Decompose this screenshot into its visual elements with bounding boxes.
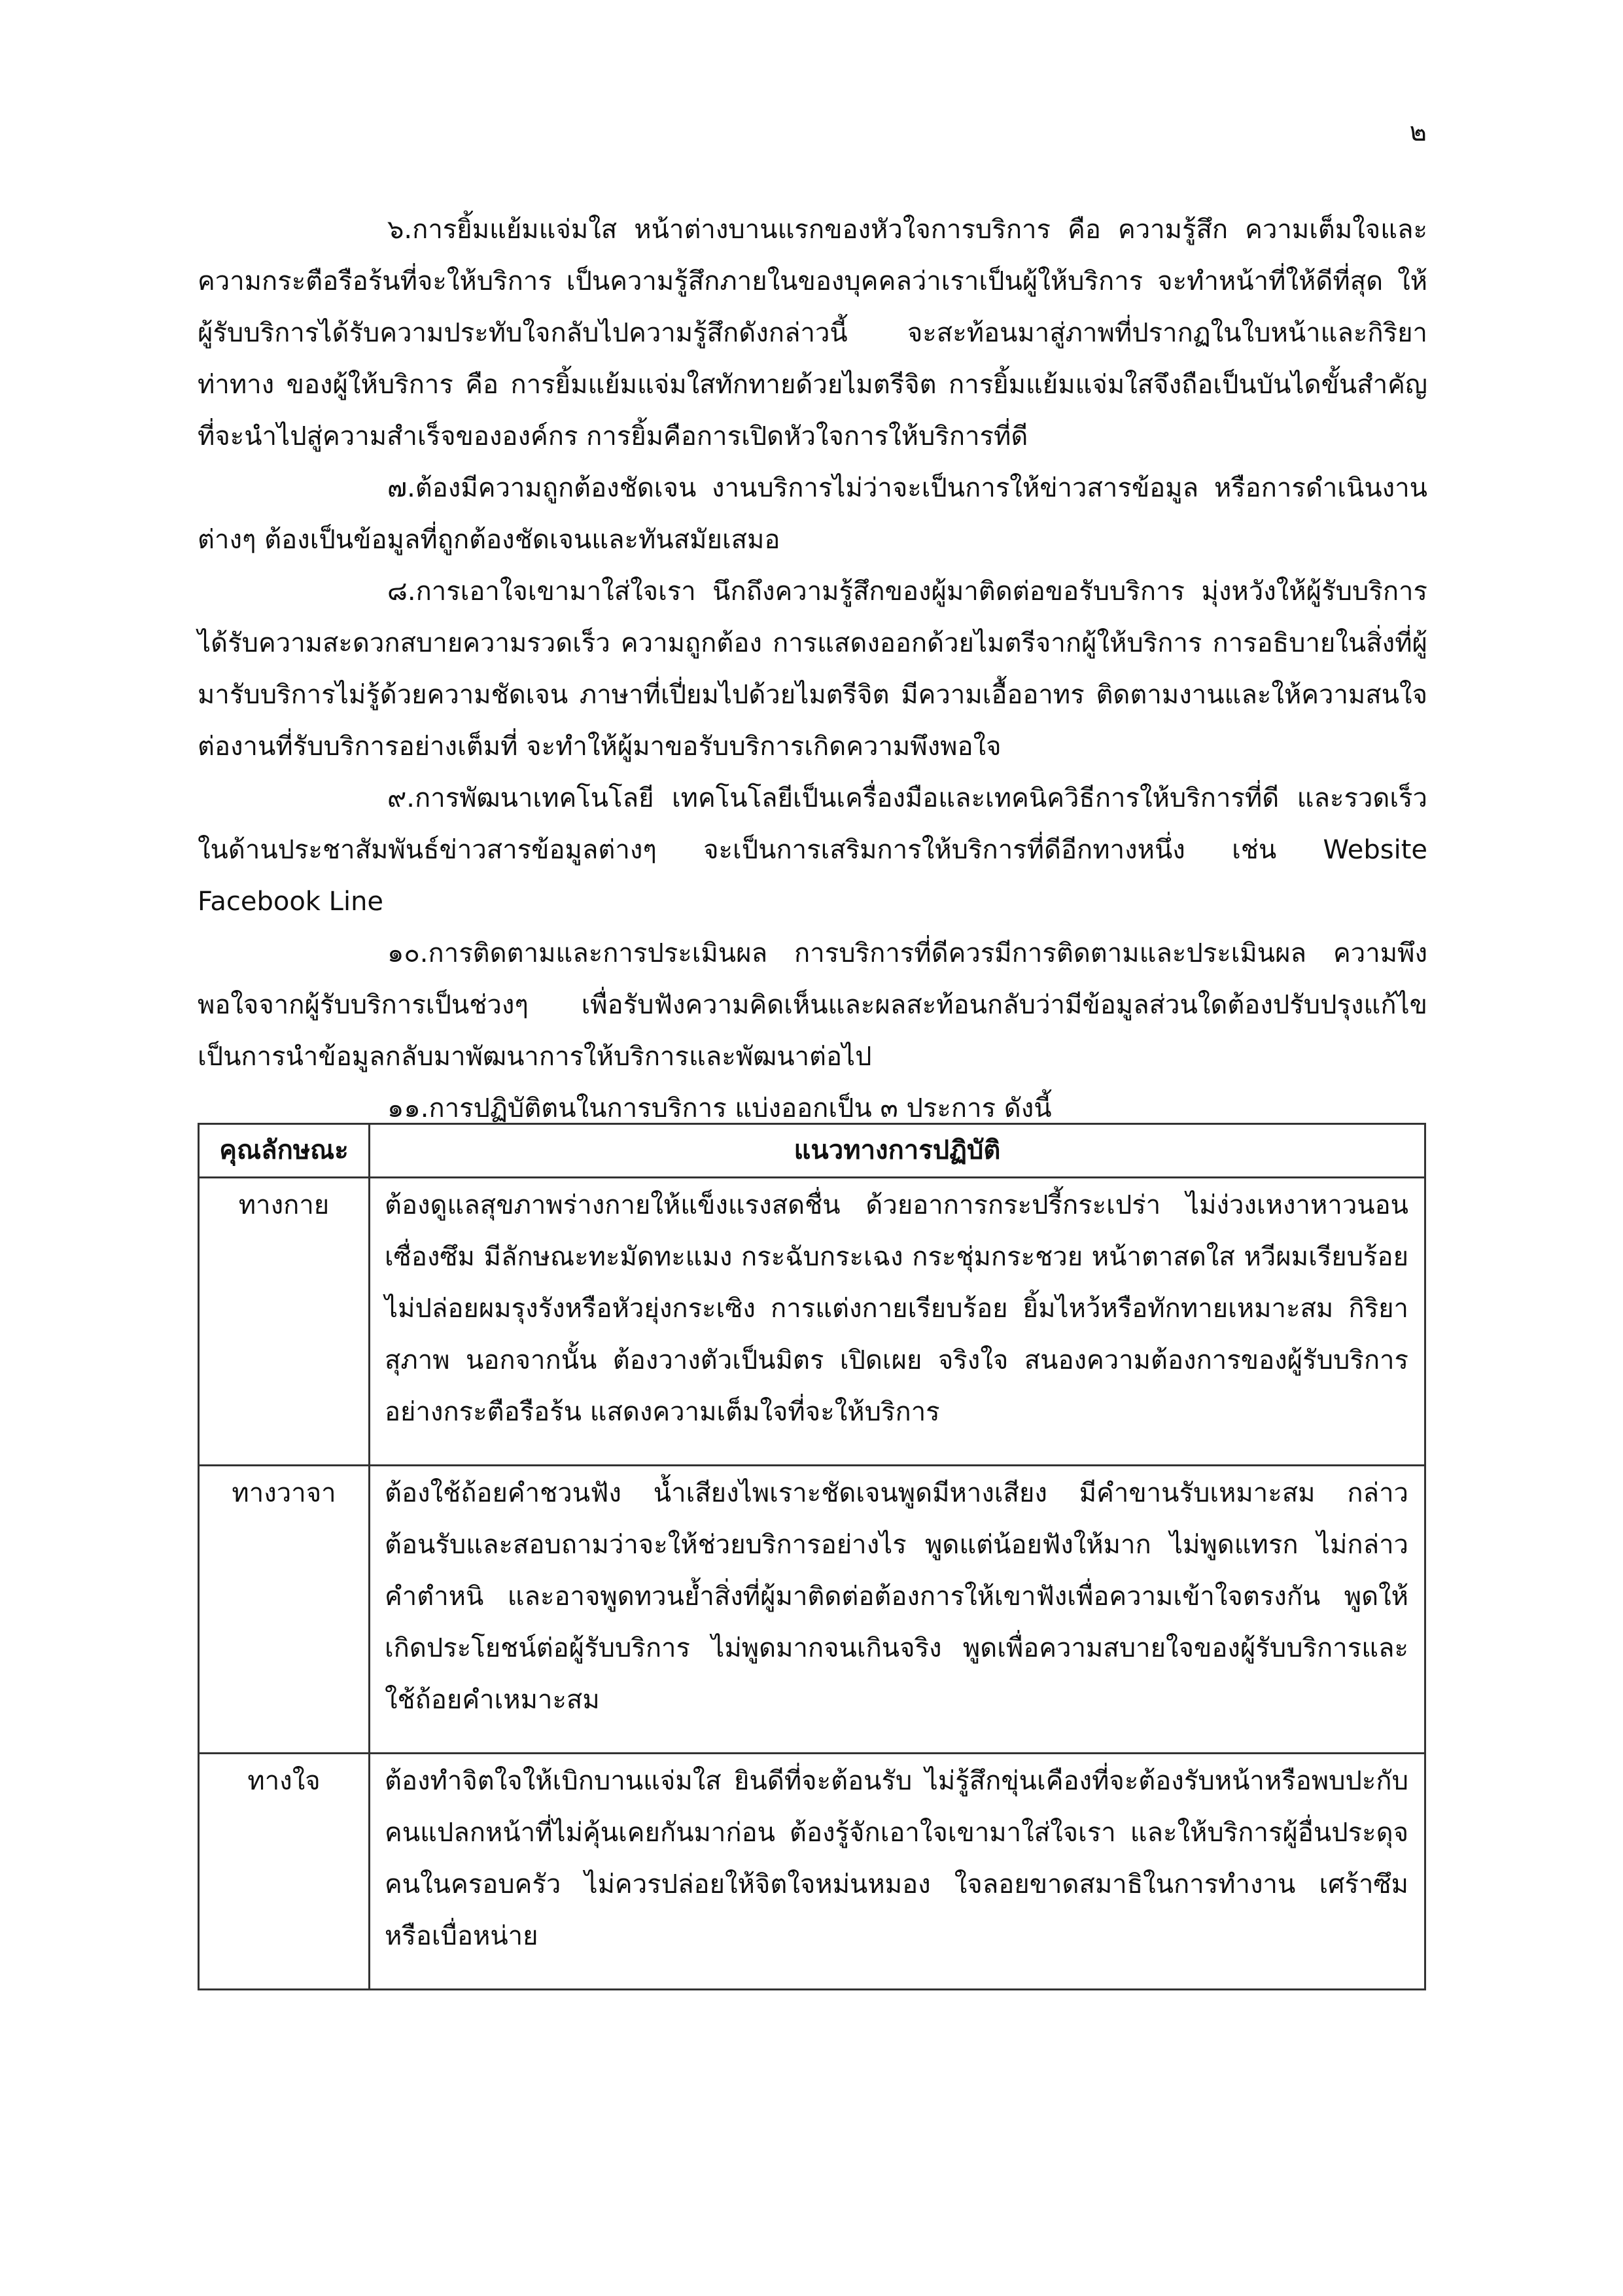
table-cell-guideline: ต้องใช้ถ้อยคำชวนฟัง น้ำเสียงไพเราะชัดเจนพูดมีหางเสียง มีคำขานรับเหมาะสม กล่าวต้อนรับและสอบถามว่าจะให้ช่วยบริการอย่างไร พูดแต่น้อยฟังให้มาก ไม่พูดแทรก ไม่กล่าวคำตำหนิ และอาจพูดทวนย้ำสิ่งที่ผู้มาติดต่อต้องการให้เขาฟังเพื่อความเข้าใจตรงกัน พูดให้เกิดประโยชน์ต่อผู้รับบริการ ไม่พูดมากจนเกินจริง พูดเพื่อความสบายใจของผู้รับบริการและใช้ถ้อยคำเหมาะสม bbox=[370, 1466, 1425, 1754]
table-header-trait: คุณลักษณะ bbox=[199, 1124, 370, 1178]
table-header-row bbox=[199, 1124, 1425, 1178]
table-cell-guideline: ต้องดูแลสุขภาพร่างกายให้แข็งแรงสดชื่น ด้วยอาการกระปรี้กระเปร่า ไม่ง่วงเหงาหาวนอน เซื่องซึม มีลักษณะทะมัดทะแมง กระฉับกระเฉง กระชุ่มกระชวย หน้าตาสดใส หวีผมเรียบร้อย ไม่ปล่อยผมรุงรังหรือหัวยุ่งกระเซิง การแต่งกายเรียบร้อย ยิ้มไหว้หรือทักทายเหมาะสม กิริยาสุภาพ นอกจากนั้น ต้องวางตัวเป็นมิตร เปิดเผย จริงใจ สนองความต้องการของผู้รับบริการอย่างกระตือรือร้น แสดงความเต็มใจที่จะให้บริการ bbox=[370, 1178, 1425, 1466]
table-cell-trait: ทางวาจา bbox=[199, 1466, 370, 1754]
body-text bbox=[198, 204, 1427, 1135]
paragraph-10-evaluation: ๑๐.การติดตามและการประเมินผล การบริการที่ดีควรมีการติดตามและประเมินผล ความพึงพอใจจากผู้รับบริการเป็นช่วงๆ เพื่อรับฟังความคิดเห็นและผลสะท้อนกลับว่ามีข้อมูลส่วนใดต้องปรับปรุงแก้ไข เป็นการนำข้อมูลกลับมาพัฒนาการให้บริการและพัฒนาต่อไป bbox=[198, 938, 1427, 1072]
paragraph-6-smiling: ๖.การยิ้มแย้มแจ่มใส หน้าต่างบานแรกของหัวใจการบริการ คือ ความรู้สึก ความเต็มใจและความกระตือรือร้นที่จะให้บริการ เป็นความรู้สึกภายในของบุคคลว่าเราเป็นผู้ให้บริการ จะทำหน้าที่ให้ดีที่สุด ให้ผู้รับบริการได้รับความประทับใจกลับไปความรู้สึกดังกล่าวนี้ จะสะท้อนมาสู่ภาพที่ปรากฏในใบหน้าและกิริยาท่าทาง ของผู้ให้บริการ คือ การยิ้มแย้มแจ่มใสทักทายด้วยไมตรีจิต การยิ้มแย้มแจ่มใสจึงถือเป็นบันไดขั้นสำคัญที่จะนำไปสู่ความสำเร็จขององค์กร การยิ้มคือการเปิดหัวใจการให้บริการที่ดี bbox=[198, 215, 1427, 451]
paragraph-7-accuracy: ๗.ต้องมีความถูกต้องชัดเจน งานบริการไม่ว่าจะเป็นการให้ข่าวสารข้อมูล หรือการดำเนินงานต่างๆ ต้องเป็นข้อมูลที่ถูกต้องชัดเจนและทันสมัยเสมอ bbox=[198, 473, 1427, 555]
paragraph-9-technology: ๙.การพัฒนาเทคโนโลยี เทคโนโลยีเป็นเครื่องมือและเทคนิควิธีการให้บริการที่ดี และรวดเร็วในด้านประชาสัมพันธ์ข่าวสารข้อมูลต่างๆ จะเป็นการเสริมการให้บริการที่ดีอีกทางหนึ่ง เช่น Website Facebook Line bbox=[198, 783, 1427, 917]
conduct-table bbox=[198, 1123, 1426, 1990]
table-row bbox=[199, 1466, 1425, 1754]
paragraph-8-empathy: ๘.การเอาใจเขามาใส่ใจเรา นึกถึงความรู้สึกของผู้มาติดต่อขอรับบริการ มุ่งหวังให้ผู้รับบริการได้รับความสะดวกสบายความรวดเร็ว ความถูกต้อง การแสดงออกด้วยไมตรีจากผู้ให้บริการ การอธิบายในสิ่งที่ผู้มารับบริการไม่รู้ด้วยความชัดเจน ภาษาที่เปี่ยมไปด้วยไมตรีจิต มีความเอื้ออาทร ติดตามงานและให้ความสนใจต่องานที่รับบริการอย่างเต็มที่ จะทำให้ผู้มาขอรับบริการเกิดความพึงพอใจ bbox=[198, 576, 1427, 762]
table-header-guideline: แนวทางการปฏิบัติ bbox=[370, 1124, 1425, 1178]
table-row bbox=[199, 1754, 1425, 1990]
table-cell-trait: ทางกาย bbox=[199, 1178, 370, 1466]
table-cell-trait: ทางใจ bbox=[199, 1754, 370, 1990]
table-cell-guideline: ต้องทำจิตใจให้เบิกบานแจ่มใส ยินดีที่จะต้อนรับ ไม่รู้สึกขุ่นเคืองที่จะต้องรับหน้าหรือพบปะกับคนแปลกหน้าที่ไม่คุ้นเคยกันมาก่อน ต้องรู้จักเอาใจเขามาใส่ใจเรา และให้บริการผู้อื่นประดุจคนในครอบครัว ไม่ควรปล่อยให้จิตใจหม่นหมอง ใจลอยขาดสมาธิในการทำงาน เศร้าซึมหรือเบื่อหน่าย bbox=[370, 1754, 1425, 1990]
paragraph-11-conduct: ๑๑.การปฏิบัติตนในการบริการ แบ่งออกเป็น ๓ ประการ ดังนี้ bbox=[387, 1093, 1052, 1123]
table-row bbox=[199, 1178, 1425, 1466]
conduct-table-wrapper bbox=[198, 1123, 1426, 1990]
page-number: ๒ bbox=[1409, 117, 1427, 147]
